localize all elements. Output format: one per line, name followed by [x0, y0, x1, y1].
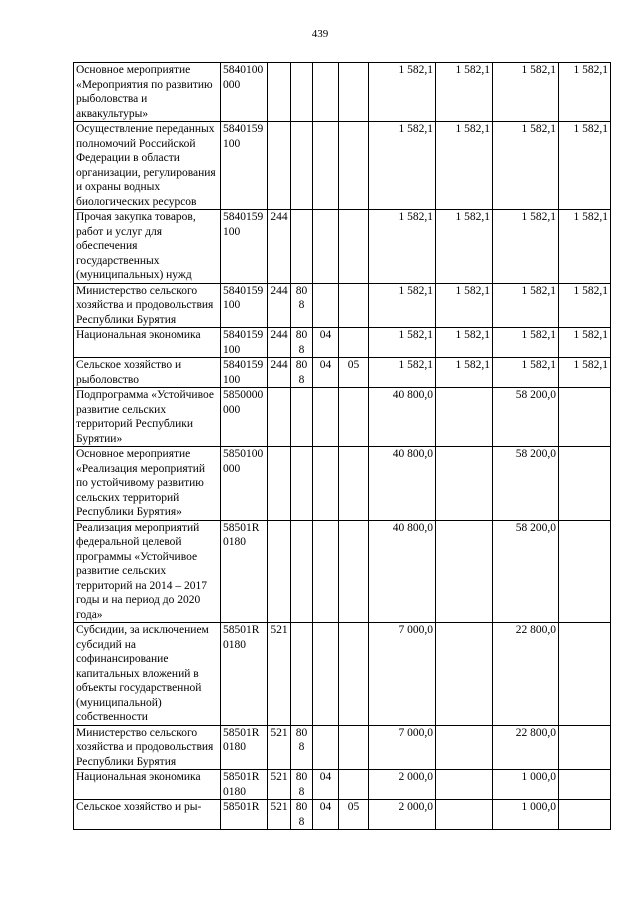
section-code-cell [313, 520, 339, 623]
subsection-code-cell [339, 328, 369, 358]
amount-col-2-cell: 1 582,1 [436, 283, 493, 328]
department-code-cell [291, 388, 313, 447]
target-article-code-cell: 5840159100 [221, 358, 268, 388]
section-code-cell [313, 63, 339, 122]
amount-col-1-cell: 2 000,0 [369, 800, 436, 830]
amount-col-2-cell [436, 520, 493, 623]
amount-col-3-cell: 1 582,1 [493, 283, 559, 328]
amount-col-2-cell [436, 388, 493, 447]
target-article-code-cell: 5840159100 [221, 283, 268, 328]
department-code-cell: 808 [291, 328, 313, 358]
amount-col-4-cell: 1 582,1 [559, 283, 611, 328]
expense-type-code-cell [268, 447, 291, 521]
section-code-cell: 04 [313, 328, 339, 358]
row-name-cell: Национальная экономика [74, 328, 221, 358]
table-row [74, 623, 611, 726]
table-row [74, 328, 611, 358]
amount-col-3-cell: 1 000,0 [493, 800, 559, 830]
section-code-cell [313, 725, 339, 770]
subsection-code-cell: 05 [339, 800, 369, 830]
amount-col-1-cell: 1 582,1 [369, 210, 436, 284]
amount-col-4-cell [559, 800, 611, 830]
amount-col-2-cell [436, 623, 493, 726]
expense-type-code-cell [268, 388, 291, 447]
table-row [74, 283, 611, 328]
amount-col-1-cell: 40 800,0 [369, 520, 436, 623]
section-code-cell: 04 [313, 800, 339, 830]
amount-col-2-cell: 1 582,1 [436, 122, 493, 210]
amount-col-3-cell: 1 582,1 [493, 210, 559, 284]
page-number: 439 [311, 28, 329, 40]
table-row [74, 388, 611, 447]
department-code-cell: 808 [291, 770, 313, 800]
table-row [74, 122, 611, 210]
subsection-code-cell [339, 623, 369, 726]
amount-col-4-cell [559, 725, 611, 770]
department-code-cell: 808 [291, 800, 313, 830]
department-code-cell [291, 122, 313, 210]
department-code-cell: 808 [291, 283, 313, 328]
expense-type-code-cell [268, 520, 291, 623]
table-row [74, 358, 611, 388]
target-article-code-cell: 5840159100 [221, 122, 268, 210]
row-name-cell: Сельское хозяйство и рыболовство [74, 358, 221, 388]
expense-type-code-cell: 521 [268, 770, 291, 800]
amount-col-4-cell [559, 388, 611, 447]
row-name-cell: Реализация мероприятий федеральной целевой программы «Устойчивое развитие сельских территорий на 2014 – 2017 годы и на период до 2020 года» [74, 520, 221, 623]
amount-col-1-cell: 2 000,0 [369, 770, 436, 800]
subsection-code-cell [339, 210, 369, 284]
amount-col-4-cell: 1 582,1 [559, 210, 611, 284]
section-code-cell [313, 210, 339, 284]
expense-type-code-cell: 244 [268, 210, 291, 284]
row-name-cell: Министерство сельского хозяйства и продовольствия Республики Бурятия [74, 283, 221, 328]
amount-col-3-cell: 1 582,1 [493, 63, 559, 122]
target-article-code-cell: 5850000000 [221, 388, 268, 447]
section-code-cell [313, 122, 339, 210]
amount-col-3-cell: 58 200,0 [493, 520, 559, 623]
amount-col-2-cell [436, 770, 493, 800]
amount-col-4-cell: 1 582,1 [559, 122, 611, 210]
department-code-cell: 808 [291, 725, 313, 770]
subsection-code-cell [339, 520, 369, 623]
amount-col-2-cell [436, 447, 493, 521]
section-code-cell: 04 [313, 358, 339, 388]
subsection-code-cell [339, 283, 369, 328]
amount-col-2-cell: 1 582,1 [436, 210, 493, 284]
row-name-cell: Подпрограмма «Устойчивое развитие сельских территорий Республики Бурятии» [74, 388, 221, 447]
row-name-cell: Основное мероприятие «Мероприятия по развитию рыболовства и аквакультуры» [74, 63, 221, 122]
table-row [74, 725, 611, 770]
amount-col-2-cell: 1 582,1 [436, 63, 493, 122]
amount-col-1-cell: 1 582,1 [369, 63, 436, 122]
row-name-cell: Сельское хозяйство и ры- [74, 800, 221, 830]
amount-col-2-cell: 1 582,1 [436, 358, 493, 388]
target-article-code-cell: 58501R0180 [221, 623, 268, 726]
row-name-cell: Основное мероприятие «Реализация мероприятий по устойчивому развитию сельских территорий Республики Бурятия» [74, 447, 221, 521]
expense-type-code-cell [268, 122, 291, 210]
amount-col-1-cell: 40 800,0 [369, 388, 436, 447]
amount-col-4-cell [559, 447, 611, 521]
table-row [74, 770, 611, 800]
amount-col-1-cell: 1 582,1 [369, 283, 436, 328]
subsection-code-cell: 05 [339, 358, 369, 388]
amount-col-4-cell [559, 520, 611, 623]
row-name-cell: Осуществление переданных полномочий Российской Федерации в области организации, регулирования и охраны водных биологических ресурсов [74, 122, 221, 210]
target-article-code-cell: 58501R0180 [221, 520, 268, 623]
table-row [74, 800, 611, 830]
amount-col-4-cell: 1 582,1 [559, 63, 611, 122]
amount-col-3-cell: 1 582,1 [493, 328, 559, 358]
subsection-code-cell [339, 770, 369, 800]
amount-col-4-cell: 1 582,1 [559, 328, 611, 358]
table-row [74, 63, 611, 122]
row-name-cell: Министерство сельского хозяйства и продовольствия Республики Бурятия [74, 725, 221, 770]
target-article-code-cell: 5840159100 [221, 210, 268, 284]
expense-type-code-cell: 521 [268, 623, 291, 726]
amount-col-3-cell: 58 200,0 [493, 388, 559, 447]
expense-type-code-cell: 244 [268, 358, 291, 388]
amount-col-1-cell: 1 582,1 [369, 328, 436, 358]
amount-col-1-cell: 1 582,1 [369, 122, 436, 210]
subsection-code-cell [339, 447, 369, 521]
target-article-code-cell: 5850100000 [221, 447, 268, 521]
amount-col-3-cell: 22 800,0 [493, 623, 559, 726]
target-article-code-cell: 58501R [221, 800, 268, 830]
target-article-code-cell: 58501R0180 [221, 770, 268, 800]
department-code-cell [291, 520, 313, 623]
expense-type-code-cell: 244 [268, 328, 291, 358]
expense-type-code-cell: 521 [268, 800, 291, 830]
expense-type-code-cell [268, 63, 291, 122]
table-row [74, 210, 611, 284]
budget-table-body [74, 63, 611, 830]
amount-col-2-cell: 1 582,1 [436, 328, 493, 358]
target-article-code-cell: 5840159100 [221, 328, 268, 358]
target-article-code-cell: 5840100000 [221, 63, 268, 122]
row-name-cell: Национальная экономика [74, 770, 221, 800]
amount-col-1-cell: 40 800,0 [369, 447, 436, 521]
amount-col-4-cell: 1 582,1 [559, 358, 611, 388]
table-row [74, 520, 611, 623]
section-code-cell [313, 447, 339, 521]
amount-col-1-cell: 7 000,0 [369, 725, 436, 770]
section-code-cell [313, 623, 339, 726]
expense-type-code-cell: 521 [268, 725, 291, 770]
subsection-code-cell [339, 725, 369, 770]
expense-type-code-cell: 244 [268, 283, 291, 328]
amount-col-4-cell [559, 770, 611, 800]
amount-col-3-cell: 1 000,0 [493, 770, 559, 800]
amount-col-3-cell: 1 582,1 [493, 358, 559, 388]
department-code-cell [291, 447, 313, 521]
table-row [74, 447, 611, 521]
department-code-cell [291, 63, 313, 122]
amount-col-3-cell: 1 582,1 [493, 122, 559, 210]
section-code-cell [313, 388, 339, 447]
amount-col-1-cell: 7 000,0 [369, 623, 436, 726]
amount-col-4-cell [559, 623, 611, 726]
subsection-code-cell [339, 122, 369, 210]
section-code-cell: 04 [313, 770, 339, 800]
amount-col-2-cell [436, 725, 493, 770]
subsection-code-cell [339, 63, 369, 122]
budget-table [73, 62, 611, 830]
row-name-cell: Субсидии, за исключением субсидий на софинансирование капитальных вложений в объекты государственной (муниципальной) собственности [74, 623, 221, 726]
department-code-cell: 808 [291, 358, 313, 388]
target-article-code-cell: 58501R0180 [221, 725, 268, 770]
department-code-cell [291, 210, 313, 284]
amount-col-3-cell: 58 200,0 [493, 447, 559, 521]
amount-col-1-cell: 1 582,1 [369, 358, 436, 388]
amount-col-2-cell [436, 800, 493, 830]
department-code-cell [291, 623, 313, 726]
row-name-cell: Прочая закупка товаров, работ и услуг для обеспечения государственных (муниципальных) нужд [74, 210, 221, 284]
amount-col-3-cell: 22 800,0 [493, 725, 559, 770]
section-code-cell [313, 283, 339, 328]
subsection-code-cell [339, 388, 369, 447]
